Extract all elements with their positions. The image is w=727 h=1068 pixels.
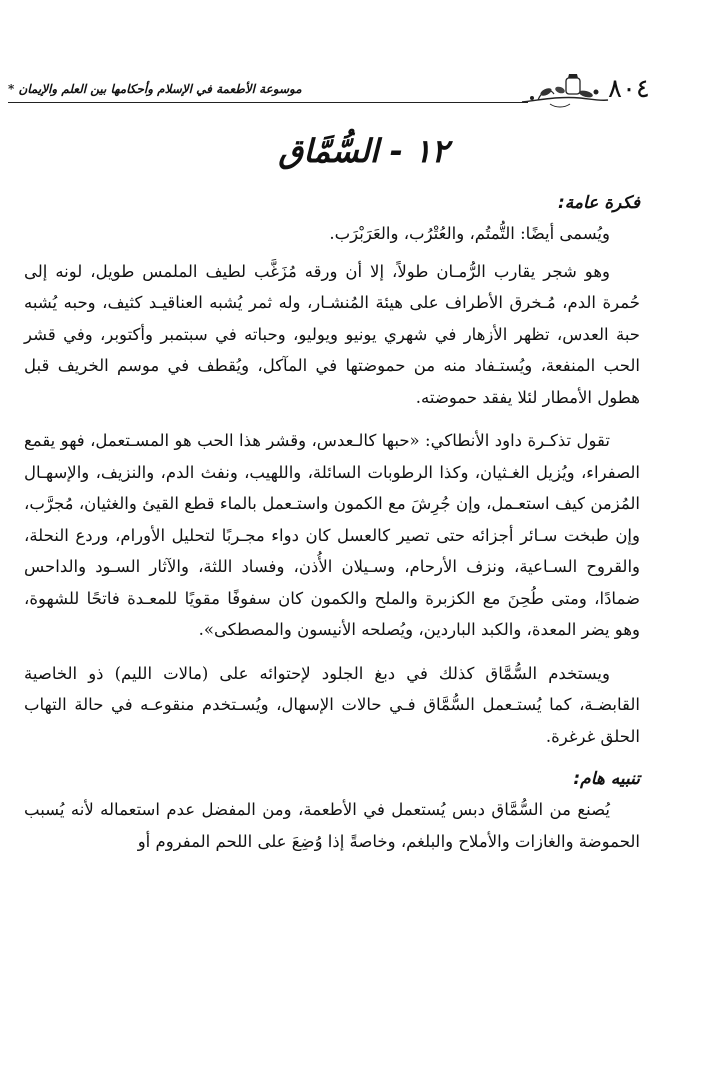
paragraph-other-names: ويُسمى أيضًا: التُّمتُم، والعُتْرُب، والعَرَبْرَب.: [329, 224, 610, 243]
header-rule: [8, 102, 528, 103]
paragraph-tanning-uses: ويستخدم السُّمَّاق كذلك في دبغ الجلود لإحتوائه على (مالات الليم) ذو الخاصية القابضـة، كما يُستـعمل السُّمَّاق فـي حالات الإسهال، ويُسـتخدم منقوعـه في حالة التهاب الحلق غرغرة.: [24, 663, 640, 746]
page-header: [0, 70, 727, 110]
general-idea-heading: فكرة عامة:: [557, 193, 640, 213]
page-number: ٨٠٤: [608, 74, 650, 104]
floral-ornament-icon: [520, 70, 610, 110]
important-note-heading: تنبيه هام:: [573, 769, 640, 789]
chapter-title: ١٢ - السُّمَّاق: [278, 132, 449, 170]
body-text: [24, 188, 640, 869]
paragraph-description: وهو شجر يقارب الرُّمـان طولاً، إلا أن ورقه مُزَغَّب لطيف الملمس طويل، لونه إلى حُمرة الدم، مُـخرق الأطراف على هيئة المُنشـار، وله ثمر يُشبه العناقيـد كثيف، وحبه يُشبه حبة العدس، تظهر الأزهار في شهري يونيو ويوليو، وحباته في سبتمبر وأكتوبر، وفي قشر الحب المنفعة، ويُستـفاد منه من حموضتها في المآكل، ويُقطف في موسم الخريف قبل هطول الأمطار لئلا يفقد حموضته.: [24, 261, 640, 407]
paragraph-antaki-quote: تقول تذكـرة داود الأنطاكي: «حبها كالـعدس، وقشر هذا الحب هو المسـتعمل، فهو يقمع الصفراء، ويُزيل الغـثيان، وكذا الرطوبات السائلة، واللهيب، ونفث الدم، والنزيف، والإسهـال المُزمن كيف استعـمل، وإن جُرِشَ مع الكمون واستـعمل بالماء قطع القيئ والغثيان، مُجرَّب، وإن طبخت سـائر أجزائه حتى تصير كالعسل كان دواء مجـربًا لتحليل الأورام، وردع النحلة، والقروح السـاعية، ونزف الأرحام، وسـيلان الأُذن، وفساد اللثة، والآثار السـود والداحس ضمادًا، ومتى طُحِنَ مع الكزبرة والملح والكمون كان سفوفًا مقويًا للمعـدة فاتحًا للشهوة، وهو يضر المعدة، والكبد الباردين، ويُصلحه الأنيسون والمصطكى».: [24, 431, 640, 639]
paragraph-warning: يُصنع من السُّمَّاق دبس يُستعمل في الأطعمة، ومن المفضل عدم استعماله لأنه يُسبب الحموضة والغازات والأملاح والبلغم، وخاصةً إذا وُضِعَ على اللحم المفروم أو: [24, 800, 640, 851]
running-title: * موسوعة الأطعمة في الإسلام وأحكامها بين العلم والإيمان: [8, 82, 302, 96]
